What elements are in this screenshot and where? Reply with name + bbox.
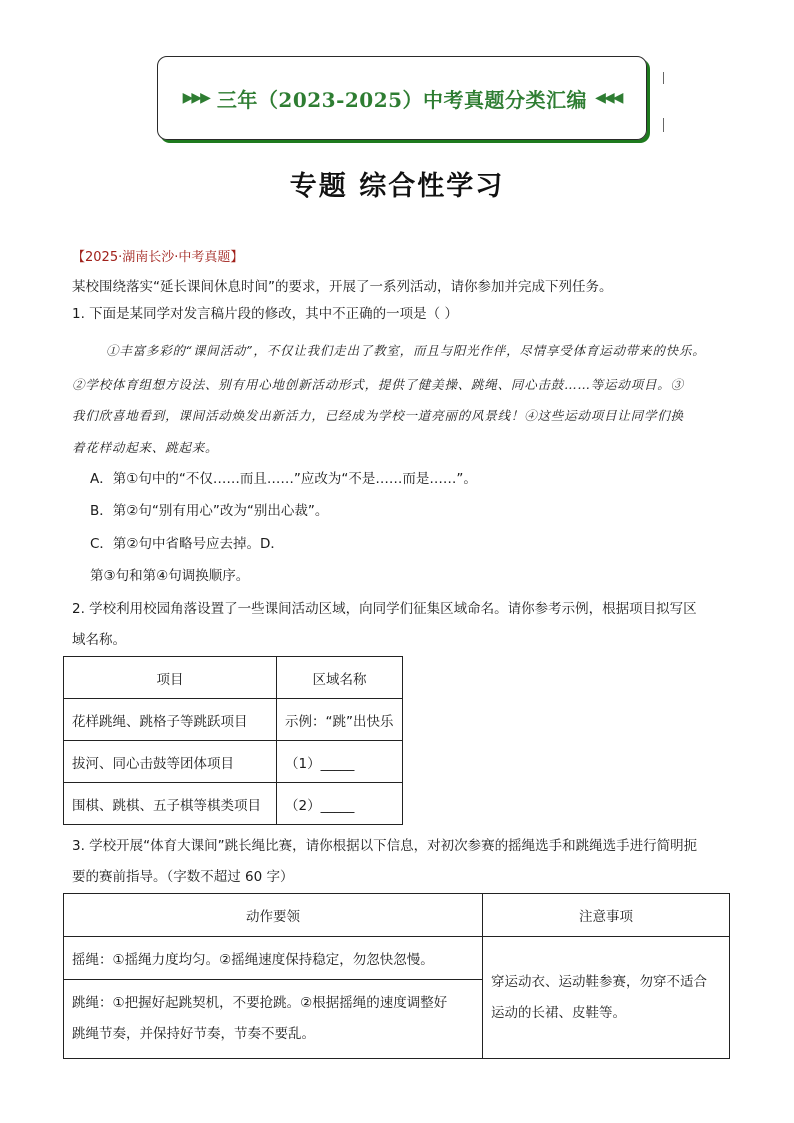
table-cell — [64, 980, 483, 1059]
q1-passage-line: 着花样动起来、跳起来。 — [72, 440, 219, 455]
table-cell: 示例：“跳”出快乐 — [277, 699, 403, 741]
table-cell: 拔河、同心击鼓等团体项目 — [64, 741, 277, 783]
table-header: 注意事项 — [483, 894, 730, 937]
table-cell: 摇绳：①摇绳力度均匀。②摇绳速度保持稳定，勿忽快忽慢。 — [64, 937, 483, 980]
notes-line: 运动的长裙、皮鞋等。 — [491, 1004, 626, 1021]
divider — [663, 118, 664, 132]
cell-line: 跳绳节奏，并保持好节奏，节奏不要乱。 — [72, 1026, 315, 1042]
banner-title: 三年（2023-2025）中考真题分类汇编 — [216, 87, 588, 112]
q1-option-a: A．第①句中的“不仅……而且……”应改为“不是……而是……”。 — [90, 471, 477, 487]
q1-option-d: 第③句和第④句调换顺序。 — [90, 568, 250, 584]
q2-stem: 域名称。 — [72, 632, 126, 648]
table-header: 区域名称 — [277, 657, 403, 699]
page-title: 专题 综合性学习 — [289, 171, 505, 202]
q3-stem: 3. 学校开展“体育大课间”跳长绳比赛，请你根据以下信息，对初次参赛的摇绳选手和跳绳选手进行简明扼 — [72, 838, 698, 854]
rope-guidance-table — [63, 893, 730, 1059]
q1-passage-line: 我们欣喜地看到，课间活动焕发出新活力，已经成为学校一道亮丽的风景线！④这些运动项目让同学们换 — [72, 408, 684, 423]
right-arrows-icon: ◀◀◀ — [595, 90, 622, 106]
header-banner — [157, 56, 647, 140]
table-cell-notes — [483, 937, 730, 1059]
table-header-row — [64, 894, 730, 937]
table-header: 项目 — [64, 657, 277, 699]
notes-line: 穿运动衣、运动鞋参赛，勿穿不适合 — [491, 973, 707, 990]
table-row — [64, 741, 403, 783]
q1-stem: 1. 下面是某同学对发言稿片段的修改，其中不正确的一项是（ ） — [72, 306, 458, 322]
table-cell: 围棋、跳棋、五子棋等棋类项目 — [64, 783, 277, 825]
table-row — [64, 783, 403, 825]
cell-line: 跳绳：①把握好起跳契机，不要抢跳。②根据摇绳的速度调整好 — [72, 995, 448, 1011]
divider — [663, 72, 664, 84]
answer-blank-1: （1）_____ — [277, 741, 403, 783]
table-header: 动作要领 — [64, 894, 483, 937]
region-naming-table — [63, 656, 403, 825]
q2-stem: 2. 学校利用校园角落设置了一些课间活动区域，向同学们征集区域命名。请你参考示例，根据项目拟写区 — [72, 601, 697, 617]
table-header-row — [64, 657, 403, 699]
q1-passage-line: ①丰富多彩的“课间活动”，不仅让我们走出了教室，而且与阳光作伴，尽情享受体育运动带来的快乐。 — [106, 343, 706, 358]
q1-option-b: B．第②句“别有用心”改为“别出心裁”。 — [90, 503, 329, 519]
q1-option-c: C．第②句中省略号应去掉。D． — [90, 536, 284, 552]
source-tag: 【2025·湖南长沙·中考真题】 — [72, 250, 244, 265]
intro-text: 某校围绕落实“延长课间休息时间”的要求，开展了一系列活动，请你参加并完成下列任务。 — [72, 279, 613, 295]
table-row — [64, 699, 403, 741]
table-row — [64, 937, 730, 980]
table-cell: 花样跳绳、跳格子等跳跃项目 — [64, 699, 277, 741]
left-arrows-icon: ▶▶▶ — [182, 90, 209, 106]
q3-stem: 要的赛前指导。（字数不超过 60 字） — [72, 869, 294, 885]
q1-passage-line: ②学校体育组想方设法、别有用心地创新活动形式，提供了健美操、跳绳、同心击鼓……等运动项目。③ — [72, 377, 684, 392]
answer-blank-2: （2）_____ — [277, 783, 403, 825]
